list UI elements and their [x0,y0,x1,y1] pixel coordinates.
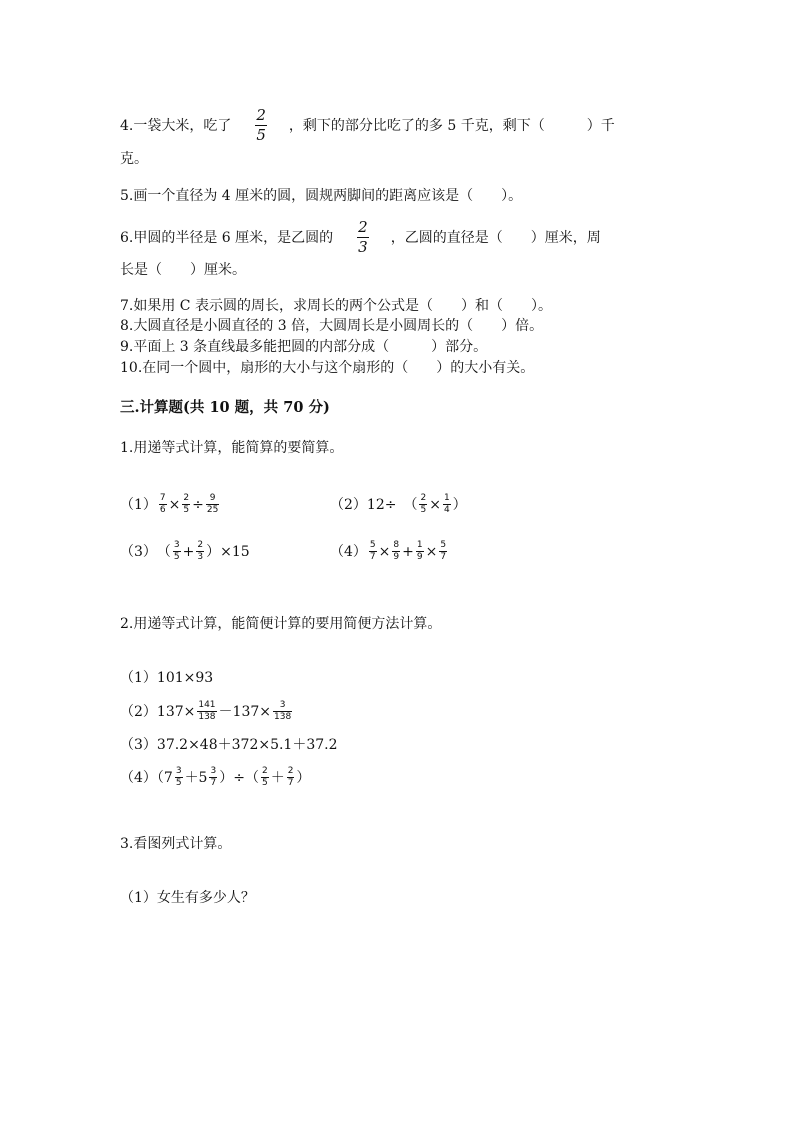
fraction-two-fifths: $\frac{2}{5}$ [256,106,266,144]
fraction: $\frac{5}{7}$ [369,540,376,562]
fraction: $\frac{9}{25}$ [206,493,219,515]
question-4-line2: 克。 [120,151,148,167]
problem-1-item-3: （3）（ $\frac{3}{5}$ + $\frac{2}{3}$ ）×15 （4） $\frac{5}{7}$ × $\frac{8}{9}$ + $\frac{1}{9}$ × $\frac{5}{7}$ [120,541,250,562]
fraction: $\frac{5}{7}$ [440,540,447,562]
problem-1-title: 1.用递等式计算，能简算的要简算。 [120,440,344,456]
fraction: $\frac{3}{7}$ [210,766,217,788]
problem-1-item-4: （4） $\frac{5}{7}$ × $\frac{8}{9}$ + $\frac{1}{9}$ × $\frac{5}{7}$ [330,540,447,562]
question-5: 5.画一个直径为 4 厘米的圆，圆规两脚间的距离应该是（ ）。 [120,188,523,204]
fraction: $\frac{3}{138}$ [274,700,292,722]
fraction: $\frac{1}{4}$ [443,493,450,515]
fraction: $\frac{2}{3}$ [197,540,204,562]
problem-2-item-4: （4）（7 $\frac{3}{5}$ ＋5 $\frac{3}{7}$ ）÷（ $\frac{2}{5}$ ＋ $\frac{2}{7}$ ） [120,766,311,788]
fraction: $\frac{3}{5}$ [175,766,182,788]
question-6-line2: 长是（ ）厘米。 [120,262,246,278]
problem-2-item-3: （3）37.2×48＋372×5.1＋37.2 [120,737,338,753]
fraction: $\frac{141}{138}$ [198,700,216,722]
problem-2-title: 2.用递等式计算，能简便计算的要用简便方法计算。 [120,616,442,632]
question-9: 9.平面上 3 条直线最多能把圆的内部分成（ ）部分。 [120,339,488,355]
fraction-two-thirds: $\frac{2}{3}$ [358,218,368,256]
fraction: $\frac{7}{6}$ [159,493,166,515]
problem-3-title: 3.看图列式计算。 [120,836,232,852]
fraction: $\frac{2}{5}$ [261,766,268,788]
fraction: $\frac{3}{5}$ [173,540,180,562]
question-4-line1 [120,108,615,143]
fraction: $\frac{2}{7}$ [287,766,294,788]
question-7: 7.如果用 C 表示圆的周长，求周长的两个公式是（ ）和（ ）。 [120,298,552,314]
question-10: 10.在同一个圆中，扇形的大小与这个扇形的（ ）的大小有关。 [120,360,535,376]
fraction: $\frac{2}{5}$ [420,493,427,515]
question-4-text-2: ，剩下的部分比吃了的多 5 千克，剩下（ ）千 [288,117,615,134]
problem-2-item-1: （1）101×93 [120,670,214,686]
question-8: 8.大圆直径是小圆直径的 3 倍，大圆周长是小圆周长的（ ）倍。 [120,318,544,334]
problem-2-item-2: （2）137× $\frac{141}{138}$ －137× $\frac{3}{138}$ [120,700,292,722]
problem-1-item-2: （2）12÷ （ $\frac{2}{5}$ × $\frac{1}{4}$ ） [330,493,467,515]
fraction: $\frac{1}{9}$ [416,540,423,562]
question-6-line1: 6.甲圆的半径是 6 厘米，是乙圆的 $\frac{2}{3}$ ，乙圆的直径是（ ）厘米，周 [120,218,601,256]
fraction: $\frac{8}{9}$ [393,540,400,562]
problem-1-item-1: （1） $\frac{7}{6}$ × $\frac{2}{5}$ ÷ $\frac{9}{25}$ （2）12÷ （ $\frac{2}{5}$ × $\frac{1}{4}$ ） [120,493,467,515]
problem-3-item-1: （1）女生有多少人？ [120,890,255,906]
question-4-text: 4.一袋大米，吃了 [120,117,232,134]
section-3-heading: 三.计算题(共 10 题，共 70 分) [120,399,330,416]
fraction: $\frac{2}{5}$ [183,493,190,515]
